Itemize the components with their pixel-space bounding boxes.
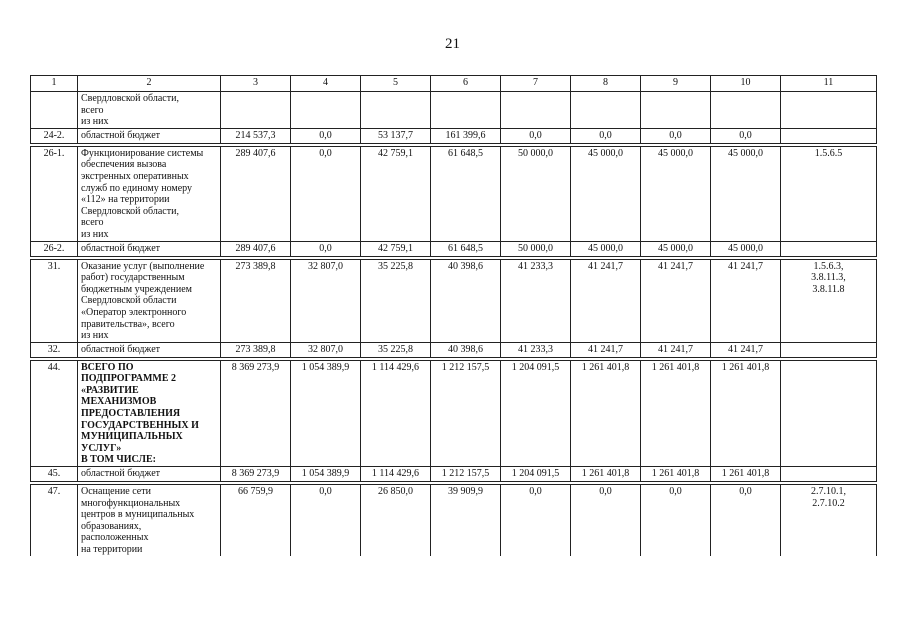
description-line: служб по единому номеру — [81, 182, 193, 194]
amount-cell — [431, 92, 501, 129]
description-line: ВСЕГО ПО — [81, 361, 134, 373]
amount-cell: 42 759,1 — [361, 241, 431, 256]
table-row — [31, 146, 877, 241]
description-line: экстренных оперативных — [81, 170, 189, 182]
amount-cell: 0,0 — [641, 485, 711, 556]
amount-cell: 41 241,7 — [571, 259, 641, 342]
row-number: 44. — [31, 360, 78, 466]
table-row — [31, 360, 877, 466]
header-row — [31, 76, 877, 92]
description-line: правительства», всего — [81, 318, 175, 330]
description-line: работ) государственным — [81, 272, 185, 284]
description-line: Оснащение сети — [81, 486, 151, 498]
amount-cell: 214 537,3 — [221, 128, 291, 143]
description-line: областной бюджет — [81, 468, 161, 480]
header-cell: 7 — [501, 76, 571, 92]
description-line: всего — [81, 217, 104, 229]
description-line: «РАЗВИТИЕ — [81, 384, 139, 396]
amount-cell: 8 369 273,9 — [221, 467, 291, 482]
amount-cell: 8 369 273,9 — [221, 360, 291, 466]
amount-cell: 273 389,8 — [221, 342, 291, 357]
header-cell: 5 — [361, 76, 431, 92]
table-row — [31, 485, 877, 556]
amount-cell: 41 241,7 — [571, 342, 641, 357]
amount-cell: 161 399,6 — [431, 128, 501, 143]
amount-cell: 45 000,0 — [571, 241, 641, 256]
description-line: всего — [81, 104, 104, 116]
amount-cell: 41 233,3 — [501, 259, 571, 342]
table-row — [31, 259, 877, 342]
description-line: МУНИЦИПАЛЬНЫХ — [81, 431, 183, 443]
table-row — [31, 467, 877, 482]
amount-cell: 1 054 389,9 — [291, 360, 361, 466]
amount-cell: 41 233,3 — [501, 342, 571, 357]
row-description — [78, 467, 221, 482]
measure-ref-cell — [781, 92, 877, 129]
amount-cell: 61 648,5 — [431, 241, 501, 256]
row-number: 26-1. — [31, 146, 78, 241]
description-line: расположенных — [81, 532, 149, 544]
description-line: Свердловской области, — [81, 205, 179, 217]
amount-cell: 32 807,0 — [291, 342, 361, 357]
row-number: 45. — [31, 467, 78, 482]
row-description — [78, 146, 221, 241]
amount-cell — [571, 92, 641, 129]
header-cell: 1 — [31, 76, 78, 92]
measure-ref-cell — [781, 146, 877, 241]
amount-cell: 61 648,5 — [431, 146, 501, 241]
description-line: центров в муниципальных — [81, 509, 195, 521]
amount-cell: 1 054 389,9 — [291, 467, 361, 482]
description-line: на территории — [81, 544, 143, 555]
amount-cell: 50 000,0 — [501, 146, 571, 241]
amount-cell: 40 398,6 — [431, 259, 501, 342]
amount-cell — [641, 92, 711, 129]
description-line: Функционирование системы — [81, 147, 204, 159]
row-number: 47. — [31, 485, 78, 556]
description-line: Свердловской области — [81, 295, 177, 307]
description-line: многофункциональных — [81, 497, 181, 509]
amount-cell: 1 212 157,5 — [431, 360, 501, 466]
header-cell: 9 — [641, 76, 711, 92]
amount-cell: 50 000,0 — [501, 241, 571, 256]
header-cell: 2 — [78, 76, 221, 92]
measure-ref-cell — [781, 259, 877, 342]
amount-cell: 40 398,6 — [431, 342, 501, 357]
amount-cell: 35 225,8 — [361, 342, 431, 357]
amount-cell: 0,0 — [641, 128, 711, 143]
description-line: ПОДПРОГРАММЕ 2 — [81, 373, 177, 385]
amount-cell — [501, 92, 571, 129]
measure-ref: 3.8.11.3, — [811, 272, 846, 284]
amount-cell: 45 000,0 — [711, 241, 781, 256]
description-line: УСЛУГ» — [81, 442, 122, 454]
table-row — [31, 342, 877, 357]
measure-ref: 3.8.11.8 — [812, 283, 845, 295]
table-row — [31, 128, 877, 143]
description-line: областной бюджет — [81, 129, 161, 141]
header-cell: 3 — [221, 76, 291, 92]
measure-ref: 2.7.10.2 — [812, 497, 845, 509]
amount-cell: 35 225,8 — [361, 259, 431, 342]
row-description — [78, 360, 221, 466]
description-line: бюджетным учреждением — [81, 283, 192, 295]
amount-cell: 41 241,7 — [641, 259, 711, 342]
amount-cell: 1 261 401,8 — [571, 360, 641, 466]
description-line: из них — [81, 116, 109, 128]
row-number: 31. — [31, 259, 78, 342]
description-line: областной бюджет — [81, 242, 161, 254]
amount-cell: 0,0 — [711, 485, 781, 556]
amount-cell — [221, 92, 291, 129]
row-number: 26-2. — [31, 241, 78, 256]
measure-ref-cell — [781, 128, 877, 143]
description-line: образованиях, — [81, 520, 142, 532]
amount-cell: 53 137,7 — [361, 128, 431, 143]
header-cell: 6 — [431, 76, 501, 92]
amount-cell: 0,0 — [291, 485, 361, 556]
table-body — [31, 76, 877, 556]
measure-ref: 1.5.6.5 — [814, 147, 843, 159]
amount-cell: 1 212 157,5 — [431, 467, 501, 482]
description-line: ПРЕДОСТАВЛЕНИЯ — [81, 408, 181, 420]
description-line: из них — [81, 228, 109, 240]
amount-cell — [711, 92, 781, 129]
page-number: 21 — [445, 36, 460, 52]
header-cell: 11 — [781, 76, 877, 92]
amount-cell: 1 261 401,8 — [711, 467, 781, 482]
amount-cell: 39 909,9 — [431, 485, 501, 556]
amount-cell: 273 389,8 — [221, 259, 291, 342]
amount-cell: 1 261 401,8 — [641, 360, 711, 466]
measure-ref-cell — [781, 342, 877, 357]
amount-cell: 0,0 — [501, 128, 571, 143]
amount-cell: 66 759,9 — [221, 485, 291, 556]
amount-cell: 1 204 091,5 — [501, 467, 571, 482]
row-description — [78, 342, 221, 357]
table-row — [31, 92, 877, 129]
amount-cell — [291, 92, 361, 129]
description-line: Свердловской области, — [81, 93, 179, 104]
description-line: из них — [81, 330, 109, 342]
amount-cell: 0,0 — [291, 241, 361, 256]
amount-cell: 1 261 401,8 — [571, 467, 641, 482]
amount-cell: 0,0 — [291, 146, 361, 241]
header-cell: 4 — [291, 76, 361, 92]
table-row — [31, 241, 877, 256]
description-line: В ТОМ ЧИСЛЕ: — [81, 454, 156, 466]
row-description — [78, 92, 221, 129]
budget-table — [30, 75, 877, 556]
amount-cell: 45 000,0 — [711, 146, 781, 241]
header-cell: 10 — [711, 76, 781, 92]
description-line: «Оператор электронного — [81, 306, 187, 318]
measure-ref-cell — [781, 241, 877, 256]
description-line: ГОСУДАРСТВЕННЫХ И — [81, 419, 199, 431]
amount-cell: 289 407,6 — [221, 241, 291, 256]
amount-cell: 0,0 — [501, 485, 571, 556]
header-cell: 8 — [571, 76, 641, 92]
description-line: МЕХАНИЗМОВ — [81, 396, 157, 408]
description-line: «112» на территории — [81, 194, 170, 206]
amount-cell: 32 807,0 — [291, 259, 361, 342]
description-line: областной бюджет — [81, 343, 161, 355]
amount-cell: 41 241,7 — [711, 342, 781, 357]
description-line: Оказание услуг (выполнение — [81, 260, 205, 272]
measure-ref-cell — [781, 360, 877, 466]
row-description — [78, 259, 221, 342]
amount-cell: 45 000,0 — [641, 146, 711, 241]
amount-cell: 289 407,6 — [221, 146, 291, 241]
amount-cell: 41 241,7 — [711, 259, 781, 342]
amount-cell: 41 241,7 — [641, 342, 711, 357]
row-number: 24-2. — [31, 128, 78, 143]
amount-cell: 1 114 429,6 — [361, 360, 431, 466]
row-description — [78, 485, 221, 556]
amount-cell: 1 261 401,8 — [711, 360, 781, 466]
amount-cell: 0,0 — [571, 485, 641, 556]
row-description — [78, 128, 221, 143]
row-description — [78, 241, 221, 256]
measure-ref-cell — [781, 467, 877, 482]
amount-cell: 45 000,0 — [571, 146, 641, 241]
amount-cell: 0,0 — [291, 128, 361, 143]
amount-cell: 1 204 091,5 — [501, 360, 571, 466]
amount-cell: 0,0 — [571, 128, 641, 143]
amount-cell — [361, 92, 431, 129]
measure-ref: 1.5.6.3, — [813, 260, 844, 272]
amount-cell: 0,0 — [711, 128, 781, 143]
description-line: обеспечения вызова — [81, 159, 167, 171]
amount-cell: 42 759,1 — [361, 146, 431, 241]
amount-cell: 1 114 429,6 — [361, 467, 431, 482]
row-number — [31, 92, 78, 129]
amount-cell: 1 261 401,8 — [641, 467, 711, 482]
measure-ref: 2.7.10.1, — [811, 486, 846, 498]
measure-ref-cell — [781, 485, 877, 556]
amount-cell: 45 000,0 — [641, 241, 711, 256]
row-number: 32. — [31, 342, 78, 357]
amount-cell: 26 850,0 — [361, 485, 431, 556]
